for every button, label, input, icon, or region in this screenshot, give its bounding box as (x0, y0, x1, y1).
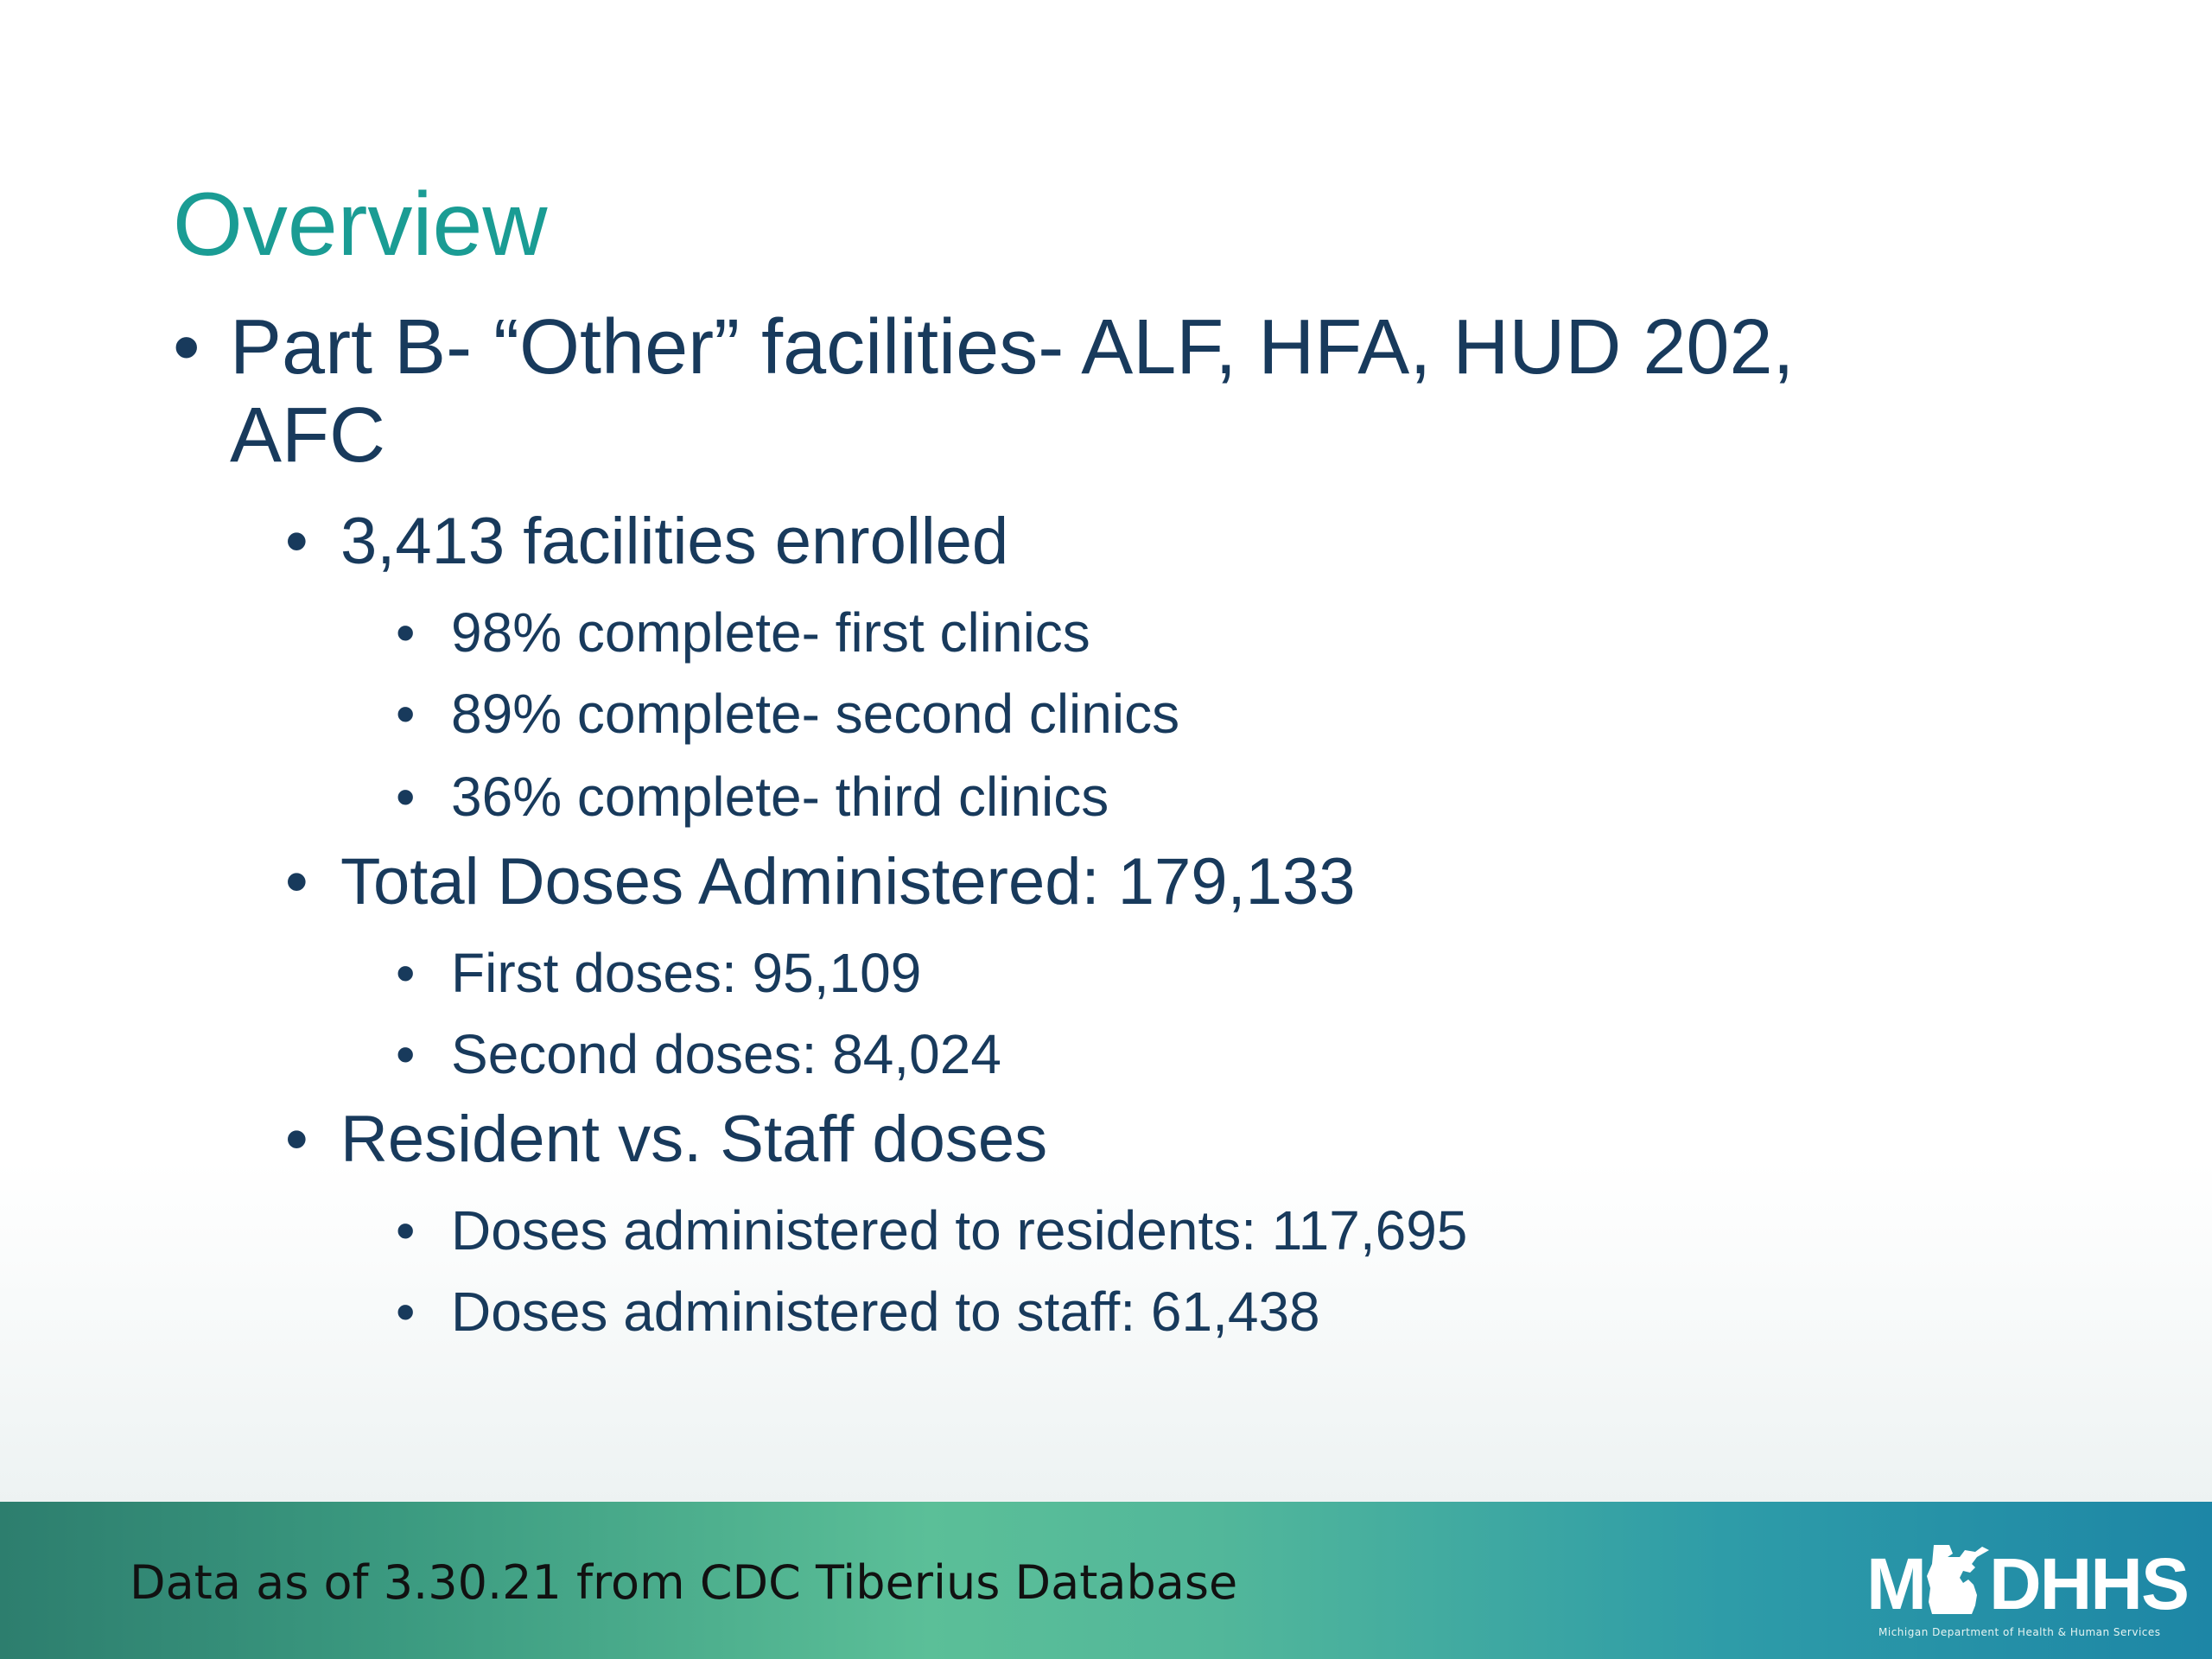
bullet-icon: • (285, 1103, 308, 1176)
slide-title: Overview (173, 175, 548, 275)
list-item (396, 1196, 1467, 1265)
bullet-icon: • (173, 304, 200, 391)
list-item (396, 679, 1179, 748)
list-item (396, 598, 1090, 667)
bullet-icon: • (396, 942, 416, 1004)
michigan-mitten-icon (1925, 1545, 1989, 1614)
bullet-icon: • (396, 601, 416, 664)
list-item-text: Doses administered to staff: 61,438 (451, 1281, 1320, 1343)
bullet-icon: • (285, 505, 308, 578)
list-item (285, 503, 1008, 581)
list-item-text: 89% complete- second clinics (451, 683, 1180, 745)
bullet-icon: • (396, 766, 416, 828)
list-item (396, 762, 1109, 831)
data-source-note: Data as of 3.30.21 from CDC Tiberius Database (130, 1555, 1238, 1610)
footer-bar (0, 1502, 2212, 1659)
bullet-icon: • (396, 1199, 416, 1262)
list-item-continuation (173, 392, 385, 479)
list-item-text: Second doses: 84,024 (451, 1023, 1001, 1085)
bullet-icon: • (285, 845, 308, 918)
bullet-icon: • (396, 683, 416, 745)
list-item-text: Doses administered to residents: 117,695 (451, 1199, 1468, 1262)
logo-wordmark (1866, 1545, 2188, 1623)
list-item-text: Resident vs. Staff doses (340, 1103, 1048, 1176)
logo-letter-m: M (1866, 1543, 1925, 1624)
bullet-icon: • (396, 1023, 416, 1085)
list-item-text: 3,413 facilities enrolled (340, 505, 1009, 578)
logo-letters-dhhs: DHHS (1988, 1543, 2188, 1624)
list-item (285, 1101, 1047, 1179)
list-item-text: AFC (230, 392, 385, 479)
list-item (285, 843, 1355, 921)
logo-tagline: Michigan Department of Health & Human Services (1878, 1626, 2161, 1638)
list-item-text: Part B- “Other” facilities- ALF, HFA, HUD 202, (230, 304, 1795, 391)
list-item (173, 304, 1795, 391)
list-item-text: Total Doses Administered: 179,133 (340, 845, 1356, 918)
bullet-icon: • (396, 1281, 416, 1343)
list-item (396, 938, 921, 1007)
list-item-text: 36% complete- third clinics (451, 766, 1109, 828)
list-item-text: First doses: 95,109 (451, 942, 922, 1004)
list-item (396, 1020, 1001, 1089)
list-item (396, 1277, 1320, 1346)
mdhhs-logo (1866, 1526, 2186, 1647)
list-item-text: 98% complete- first clinics (451, 601, 1090, 664)
